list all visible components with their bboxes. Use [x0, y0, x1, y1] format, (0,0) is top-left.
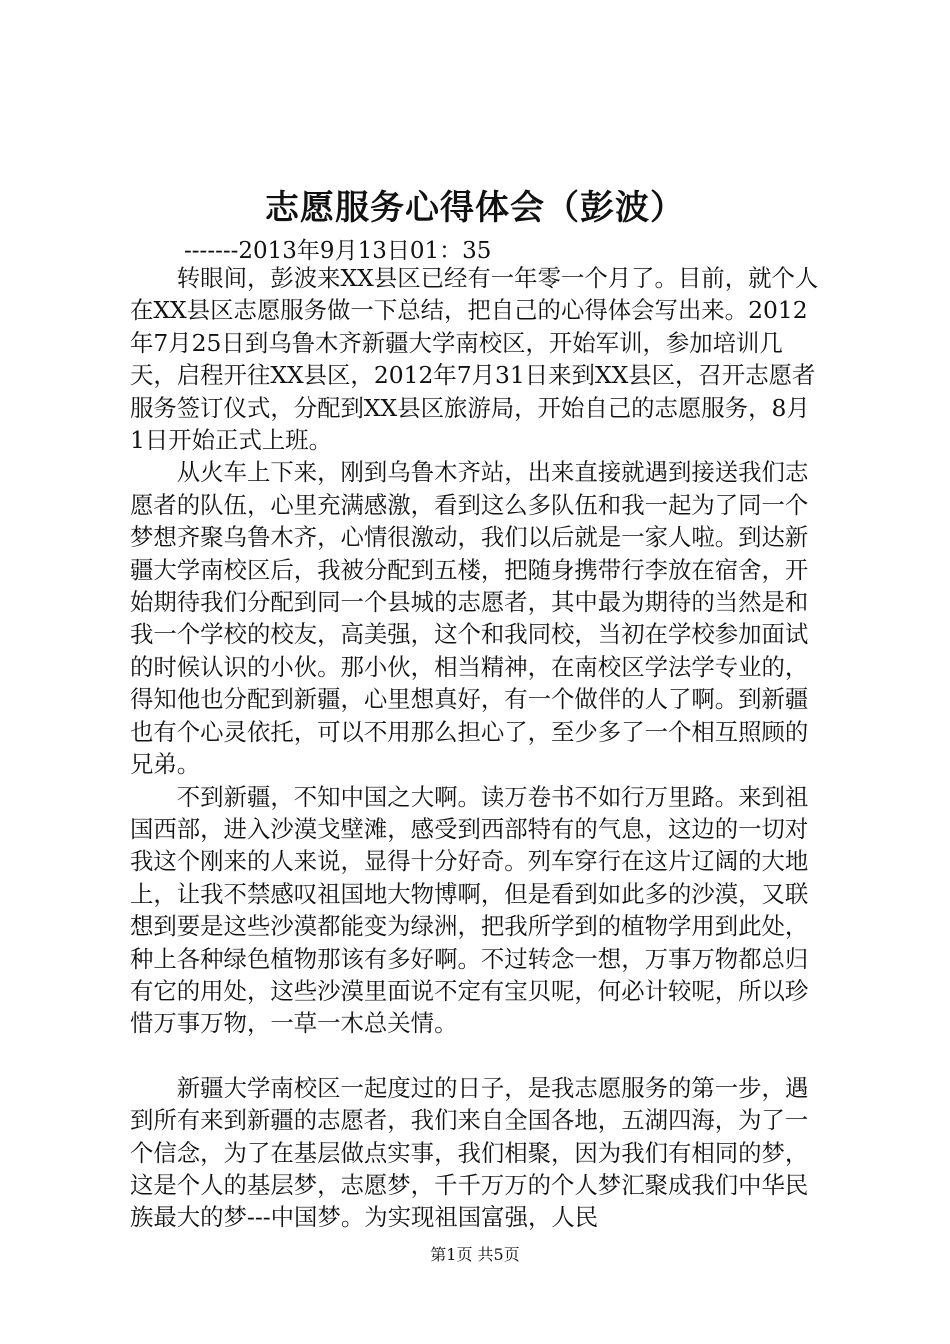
paragraph-4: 新疆大学南校区一起度过的日子，是我志愿服务的第一步，遇到所有来到新疆的志愿者，我们来自全国各地，五湖四海，为了一个信念，为了在基层做点实事，我们相聚，因为我们有相同的梦，这是个人的基层梦，志愿梦，千千万万的个人梦汇聚成我们中华民族最大的梦---中国梦。为实现祖国富强，人民 [130, 1073, 809, 1232]
paragraph-3: 不到新疆，不知中国之大啊。读万卷书不如行万里路。来到祖国西部，进入沙漠戈壁滩，感受到西部特有的气息，这边的一切对我这个刚来的人来说，显得十分好奇。列车穿行在这片辽阔的大地上，让我不禁感叹祖国地大物博啊，但是看到如此多的沙漠，又联想到要是这些沙漠都能变为绿洲，把我所学到的植物学用到此处，种上各种绿色植物那该有多好啊。不过转念一想，万事万物都总归有它的用处，这些沙漠里面说不定有宝贝呢，何必计较呢，所以珍惜万事万物，一草一木总关情。 [130, 782, 809, 1038]
page-footer: 第1页 共5页 [430, 1245, 520, 1264]
document-title: 志愿服务心得体会（彭波） [265, 188, 685, 228]
dateline: -------2013年9月13日01：35 [184, 238, 492, 264]
paragraph-1: 转眼间，彭波来XX县区已经有一年零一个月了。目前，就个人在XX县区志愿服务做一下总结，把自己的心得体会写出来。2012年7月25日到乌鲁木齐新疆大学南校区，开始军训，参加培训几天，启程开往XX县区，2012年7月31日来到XX县区，召开志愿者服务签订仪式，分配到XX县区旅游局，开始自己的志愿服务，8月1日开始正式上班。 [130, 264, 819, 455]
document-body [130, 262, 820, 1234]
paragraph-spacer [130, 1040, 820, 1072]
paragraph-2: 从火车上下来，刚到乌鲁木齐站，出来直接就遇到接送我们志愿者的队伍，心里充满感激，看到这么多队伍和我一起为了同一个梦想齐聚乌鲁木齐，心情很激动，我们以后就是一家人啦。到达新疆大学南校区后，我被分配到五楼，把随身携带行李放在宿舍，开始期待我们分配到同一个县城的志愿者，其中最为期待的当然是和我一个学校的校友，高美强，这个和我同校，当初在学校参加面试的时候认识的小伙。那小伙，相当精神，在南校区学法学专业的，得知他也分配到新疆，心里想真好，有一个做伴的人了啊。到新疆也有个心灵依托，可以不用那么担心了，至少多了一个相互照顾的兄弟。 [130, 458, 809, 779]
